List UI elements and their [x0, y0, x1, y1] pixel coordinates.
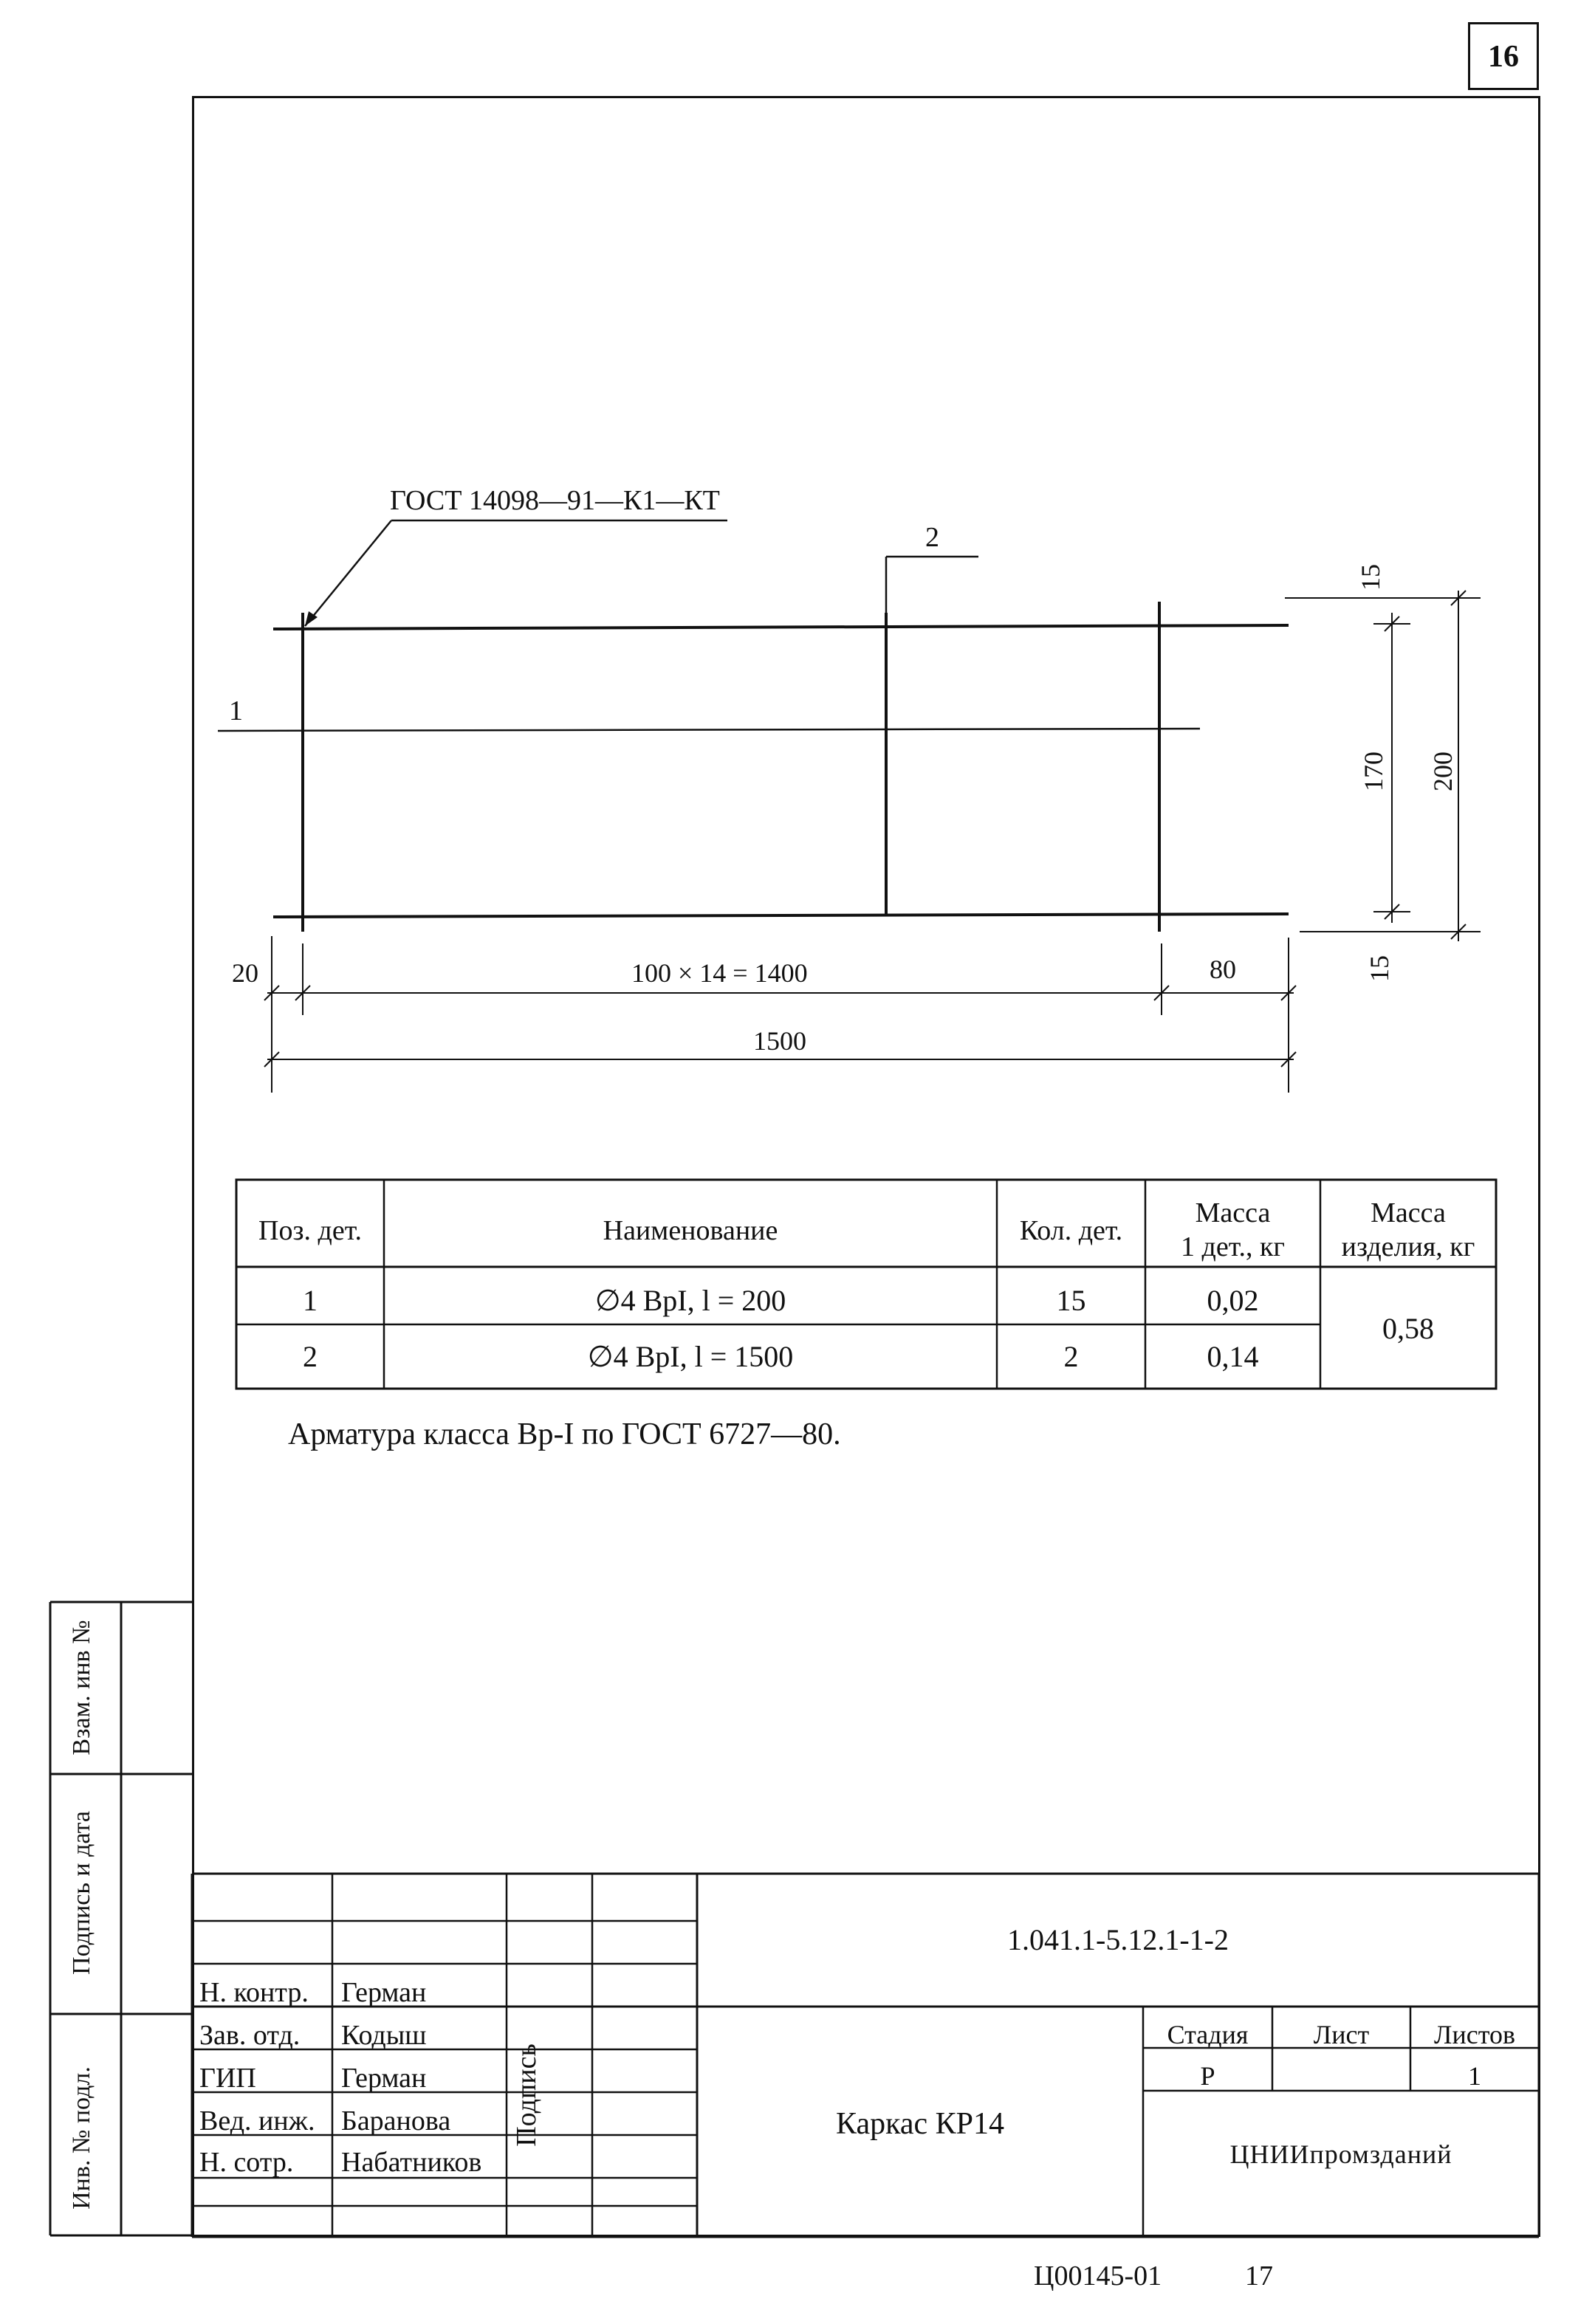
footer-code: Ц00145-01	[1034, 2261, 1162, 2292]
dim-15-top: 15	[1356, 564, 1385, 591]
row1-mass: 0,02	[1207, 1284, 1259, 1317]
bottom-longitudinal-bar	[273, 914, 1289, 917]
row1-pos: 1	[303, 1284, 318, 1317]
footer-page: 17	[1245, 2261, 1273, 2292]
header-qty: Кол. дет.	[1019, 1215, 1123, 1246]
sheets-value: 1	[1468, 2061, 1481, 2091]
sheet-label: Лист	[1313, 2020, 1370, 2049]
podpis-label: Подпись	[511, 2043, 542, 2147]
note: Арматура класса Вр-I по ГОСТ 6727—80.	[288, 1417, 841, 1451]
row2-qty: 2	[1063, 1340, 1079, 1373]
header-name: Наименование	[603, 1215, 778, 1246]
header-mass-total-line1: Масса	[1371, 1197, 1446, 1228]
page-number: 16	[1488, 40, 1519, 74]
organization: ЦНИИпромзданий	[1229, 2139, 1452, 2169]
centerline	[218, 729, 1200, 731]
header-mass1-line1: Масса	[1195, 1197, 1271, 1228]
doc-code: 1.041.1-5.12.1-1-2	[1007, 1923, 1229, 1956]
total-mass: 0,58	[1382, 1312, 1434, 1345]
row1-qty: 15	[1056, 1284, 1086, 1317]
role-1: Н. контр.	[199, 1977, 309, 2008]
side-podpis-data-label: Подпись и дата	[68, 1811, 95, 1975]
header-mass-total-line2: изделия, кг	[1341, 1231, 1475, 1262]
name-2: Кодыш	[341, 2020, 427, 2051]
row1-name: ∅4 BpI, l = 200	[594, 1284, 786, 1317]
row2-name: ∅4 BpI, l = 1500	[587, 1340, 794, 1373]
dim-200: 200	[1428, 752, 1458, 791]
dim-20: 20	[232, 958, 258, 988]
dim-15-bottom: 15	[1365, 955, 1394, 982]
role-2: Зав. отд.	[199, 2020, 301, 2051]
dim-170: 170	[1359, 752, 1388, 791]
row2-pos: 2	[303, 1340, 318, 1373]
sheets-label: Листов	[1434, 2020, 1515, 2049]
dim-1500: 1500	[753, 1026, 806, 1056]
name-1: Герман	[341, 1977, 427, 2008]
name-3: Герман	[341, 2063, 427, 2094]
stage-value: Р	[1200, 2061, 1215, 2091]
side-inv-podl-label: Инв. № подл.	[68, 2066, 95, 2210]
row2-mass: 0,14	[1207, 1340, 1259, 1373]
drawing-title: Каркас КР14	[835, 2107, 1005, 2141]
pos-1-label: 1	[229, 695, 243, 726]
dim-pitch: 100 × 14 = 1400	[631, 958, 808, 988]
header-pos: Поз. дет.	[258, 1215, 362, 1246]
name-4: Баранова	[341, 2105, 451, 2136]
top-longitudinal-bar	[273, 625, 1289, 629]
role-3: ГИП	[199, 2063, 256, 2094]
role-4: Вед. инж.	[199, 2105, 315, 2136]
stage-label: Стадия	[1167, 2020, 1249, 2049]
side-vzam-label: Взам. инв №	[68, 1620, 95, 1756]
dim-80: 80	[1210, 955, 1236, 984]
weld-label: ГОСТ 14098—91—К1—КТ	[390, 485, 720, 516]
pos-2-label: 2	[925, 522, 939, 553]
header-mass1-line2: 1 дет., кг	[1181, 1231, 1285, 1262]
name-5: Набатников	[341, 2147, 482, 2178]
cage-drawing	[0, 0, 1595, 1152]
role-5: Н. сотр.	[199, 2147, 294, 2178]
